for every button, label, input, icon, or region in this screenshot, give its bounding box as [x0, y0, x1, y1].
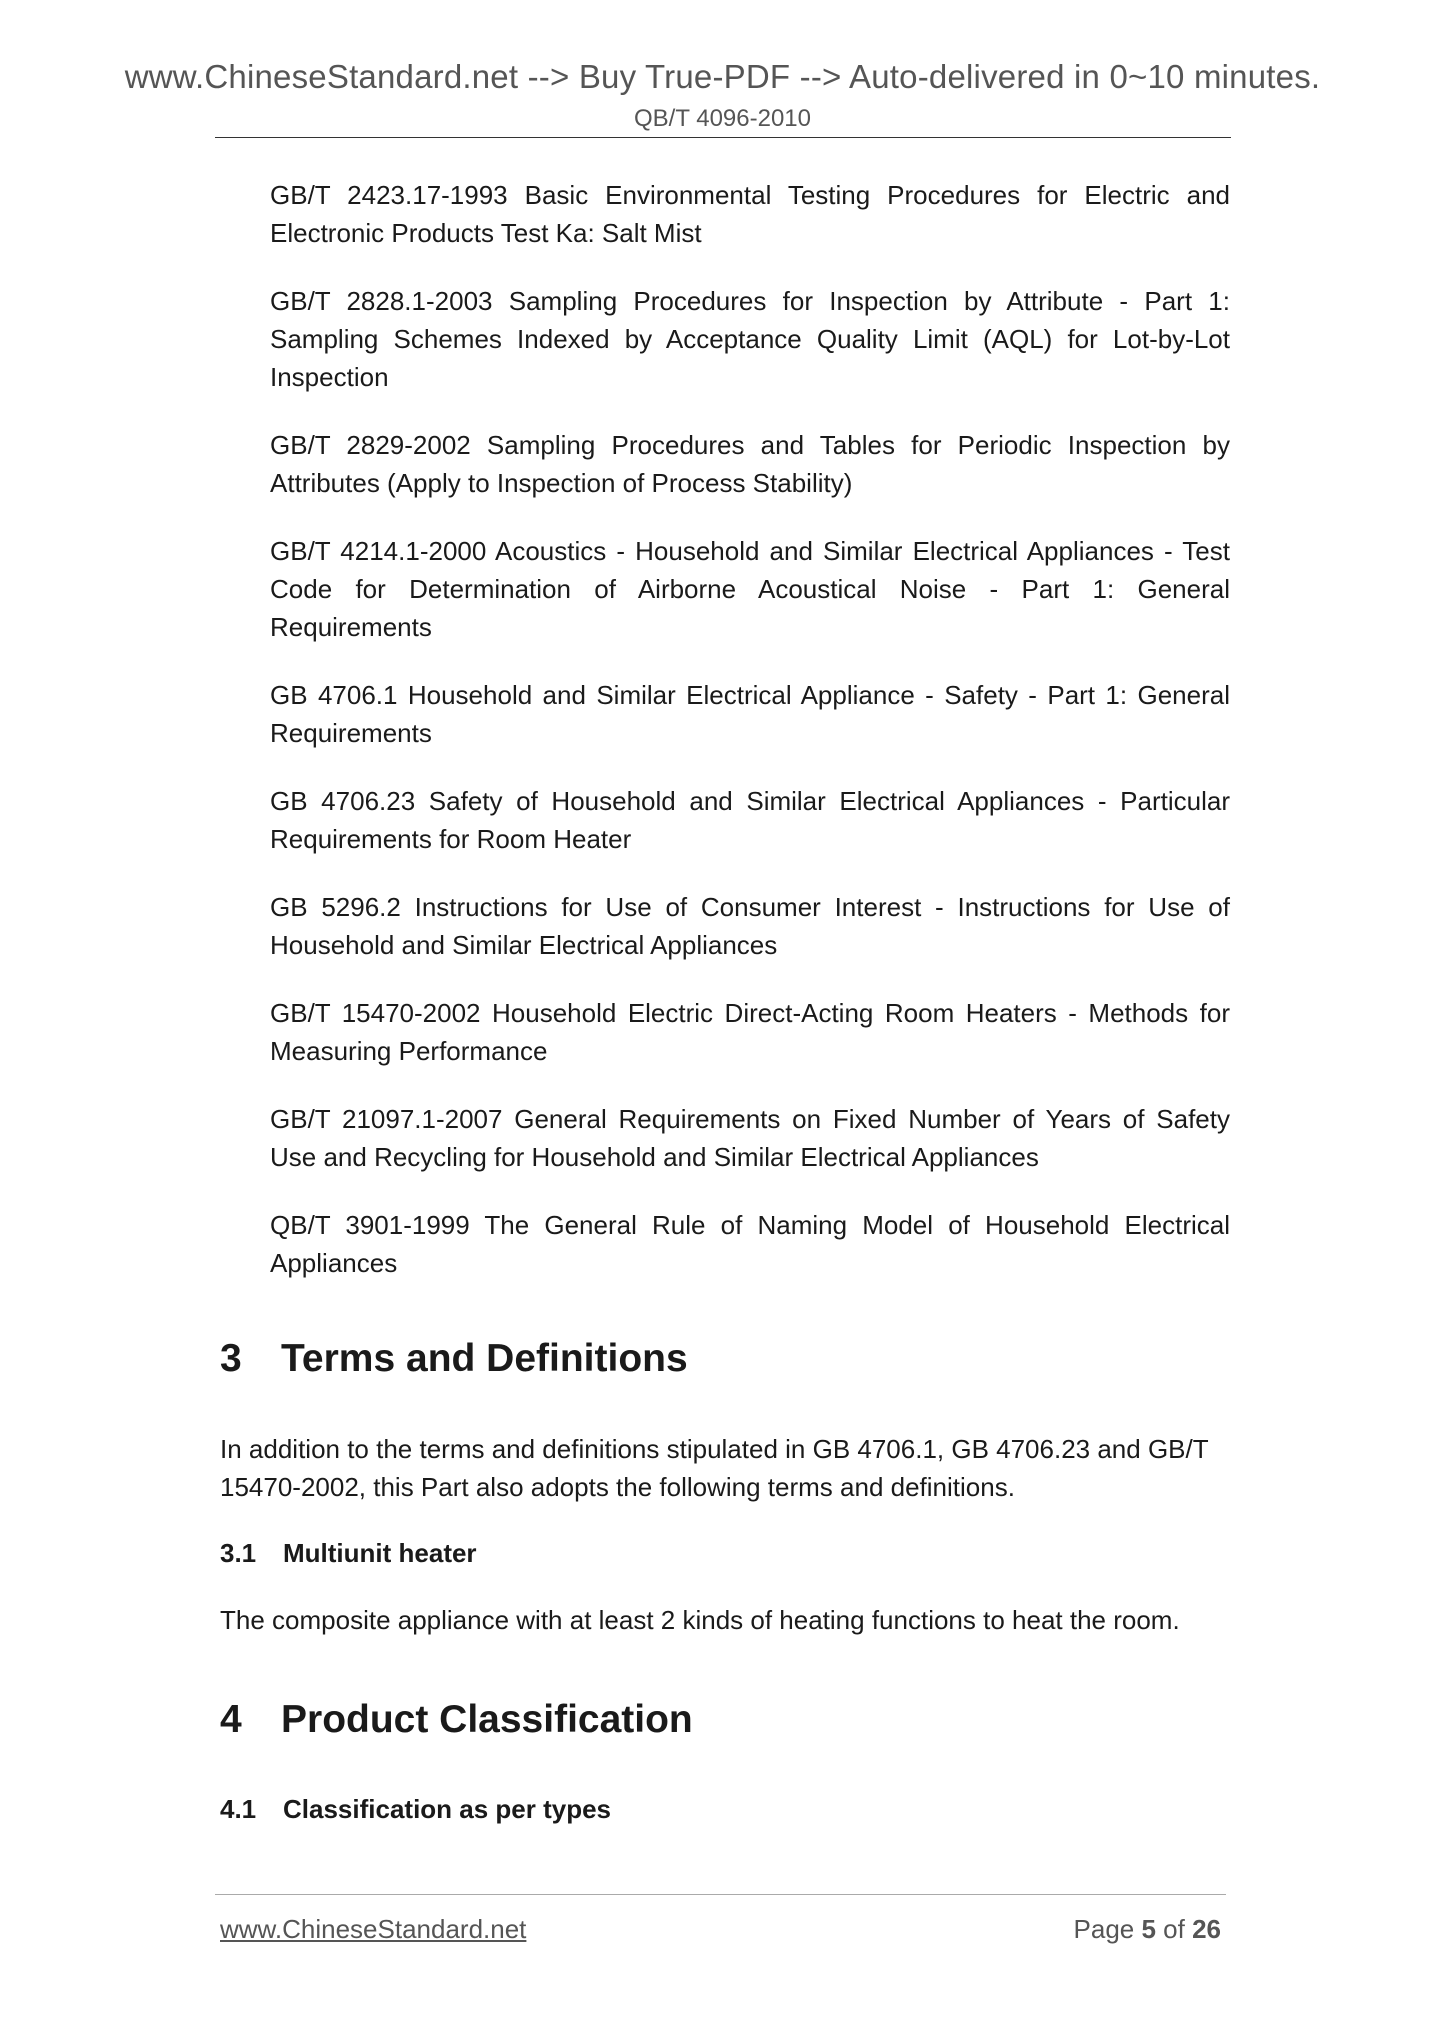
- reference-item: GB/T 15470-2002 Household Electric Direct-Acting Room Heaters - Methods for Measuring Performance: [270, 998, 1230, 1066]
- subsection-3-1-text: The composite appliance with at least 2 kinds of heating functions to heat the room.: [220, 1605, 1180, 1635]
- page-of: of: [1155, 1914, 1193, 1944]
- footer-divider: [215, 1894, 1226, 1895]
- section-number: 4: [220, 1698, 242, 1741]
- section-title: Terms and Definitions: [281, 1337, 688, 1380]
- reference-item: GB 4706.1 Household and Similar Electrical Appliance - Safety - Part 1: General Requirements: [270, 680, 1230, 748]
- subsection-3-1-heading-block: [220, 1534, 1230, 1572]
- subsection-3-1-text-block: [220, 1601, 1230, 1639]
- section-4-heading-block: [220, 1696, 1230, 1744]
- reference-item: GB/T 21097.1-2007 General Requirements on Fixed Number of Years of Safety Use and Recycling for Household and Similar Electrical Appliances: [270, 1104, 1230, 1172]
- subsection-4-1-heading: [220, 1790, 1230, 1828]
- footer-website-link[interactable]: www.ChineseStandard.net: [220, 1914, 527, 1944]
- normative-references-list: [270, 176, 1230, 1312]
- section-3-heading-block: [220, 1335, 1230, 1383]
- reference-item: GB/T 4214.1-2000 Acoustics - Household and Similar Electrical Appliances - Test Code for Determination of Airborne Acoustical Noise - Part 1: General Requirements: [270, 536, 1230, 642]
- page-total: 26: [1192, 1914, 1221, 1944]
- section-title: Product Classification: [281, 1698, 693, 1741]
- reference-item: GB/T 2828.1-2003 Sampling Procedures for Inspection by Attribute - Part 1: Sampling Schemes Indexed by Acceptance Quality Limit (AQL) for Lot-by-Lot Inspection: [270, 286, 1230, 392]
- reference-item: GB/T 2423.17-1993 Basic Environmental Testing Procedures for Electric and Electronic Products Test Ka: Salt Mist: [270, 180, 1230, 248]
- reference-item: GB 4706.23 Safety of Household and Similar Electrical Appliances - Particular Requirements for Room Heater: [270, 786, 1230, 854]
- subsection-3-1-heading: [220, 1534, 1230, 1572]
- section-3-intro: In addition to the terms and definitions stipulated in GB 4706.1, GB 4706.23 and GB/T 15470-2002, this Part also adopts the following terms and definitions.: [220, 1434, 1209, 1502]
- subsection-title: Classification as per types: [283, 1794, 612, 1824]
- page-current: 5: [1141, 1914, 1156, 1944]
- reference-item: GB 5296.2 Instructions for Use of Consumer Interest - Instructions for Use of Household and Similar Electrical Appliances: [270, 892, 1230, 960]
- section-4-heading: [220, 1696, 1230, 1744]
- page-prefix: Page: [1073, 1914, 1142, 1944]
- subsection-number: 3.1: [220, 1538, 257, 1568]
- reference-item: QB/T 3901-1999 The General Rule of Naming Model of Household Electrical Appliances: [270, 1210, 1230, 1278]
- section-3-intro-block: [220, 1430, 1230, 1506]
- reference-item: GB/T 2829-2002 Sampling Procedures and Tables for Periodic Inspection by Attributes (Apply to Inspection of Process Stability): [270, 430, 1230, 498]
- section-3-heading: [220, 1335, 1230, 1383]
- subsection-title: Multiunit heater: [283, 1538, 477, 1568]
- standard-code: QB/T 4096-2010: [633, 105, 811, 132]
- subsection-4-1-heading-block: [220, 1790, 1230, 1828]
- subsection-number: 4.1: [220, 1794, 257, 1824]
- section-number: 3: [220, 1337, 242, 1380]
- header-banner: www.ChineseStandard.net --> Buy True-PDF --> Auto-delivered in 0~10 minutes.: [124, 58, 1321, 95]
- page-number: [1000, 1914, 1221, 1945]
- header-divider: [215, 137, 1231, 138]
